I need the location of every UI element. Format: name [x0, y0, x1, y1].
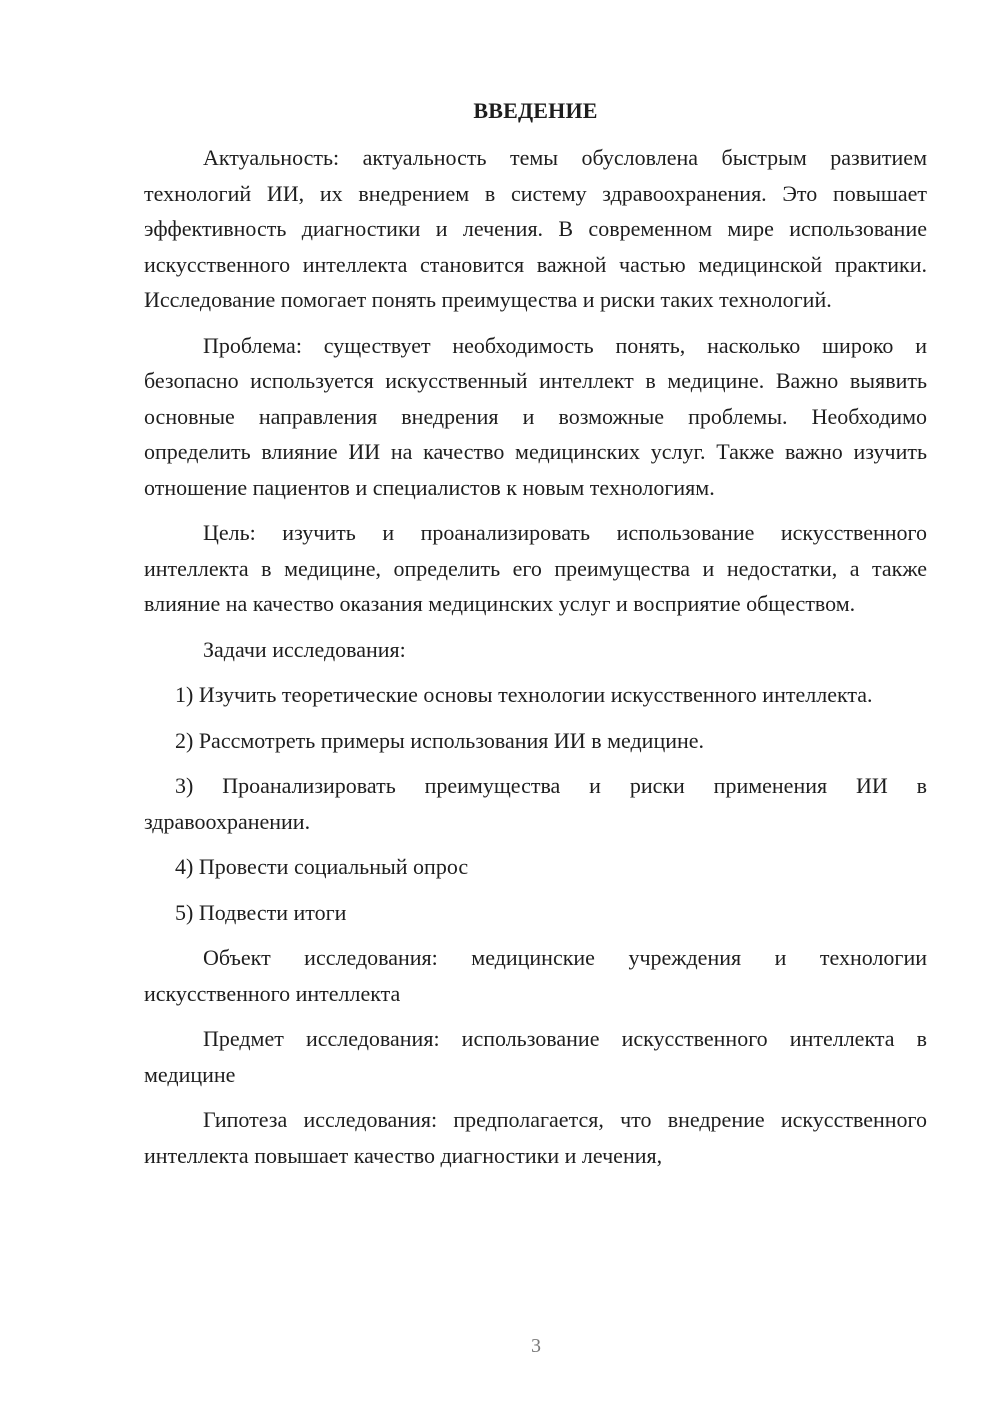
page-number: 3 [531, 1335, 541, 1357]
task-item-5: 5) Подвести итоги [175, 899, 347, 925]
paragraph-problem: Проблема: существует необходимость понять, насколько широко и безопасно используется искусственный интеллект в медицине. Важно выявить основные направления внедрения и возможные проблемы. Необходимо определить влияние ИИ на качество медицинских услуг. Также важно изучить отношение пациентов и специалистов к новым технологиям. [144, 332, 927, 500]
paragraph-hypothesis: Гипотеза исследования: предполагается, что внедрение искусственного интеллекта повышает качество диагностики и лечения, [144, 1107, 927, 1168]
paragraph-relevance: Актуальность: актуальность темы обусловлена быстрым развитием технологий ИИ, их внедрением в систему здравоохранения. Это повышает эффективность диагностики и лечения. В современном мире использование искусственного интеллекта становится важной частью медицинской практики. Исследование помогает понять преимущества и риски таких технологий. [144, 145, 927, 312]
paragraph-goal: Цель: изучить и проанализировать использование искусственного интеллекта в медицине, определить его преимущества и недостатки, а также влияние на качество оказания медицинских услуг и восприятие обществом. [144, 520, 927, 616]
task-item-1: 1) Изучить теоретические основы технологии искусственного интеллекта. [175, 682, 873, 707]
section-heading: ВВЕДЕНИЕ [473, 98, 598, 123]
paragraph-subject: Предмет исследования: использование искусственного интеллекта в медицине [144, 1026, 927, 1087]
paragraph-tasks-intro: Задачи исследования: [203, 636, 406, 662]
task-item-2: 2) Рассмотреть примеры использования ИИ в медицине. [175, 727, 705, 753]
task-item-3: 3) Проанализировать преимущества и риски применения ИИ в здравоохранении. [144, 773, 927, 834]
task-item-4: 4) Провести социальный опрос [175, 854, 469, 879]
paragraph-object: Объект исследования: медицинские учреждения и технологии искусственного интеллекта [144, 945, 927, 1006]
page-content [144, 94, 927, 1183]
